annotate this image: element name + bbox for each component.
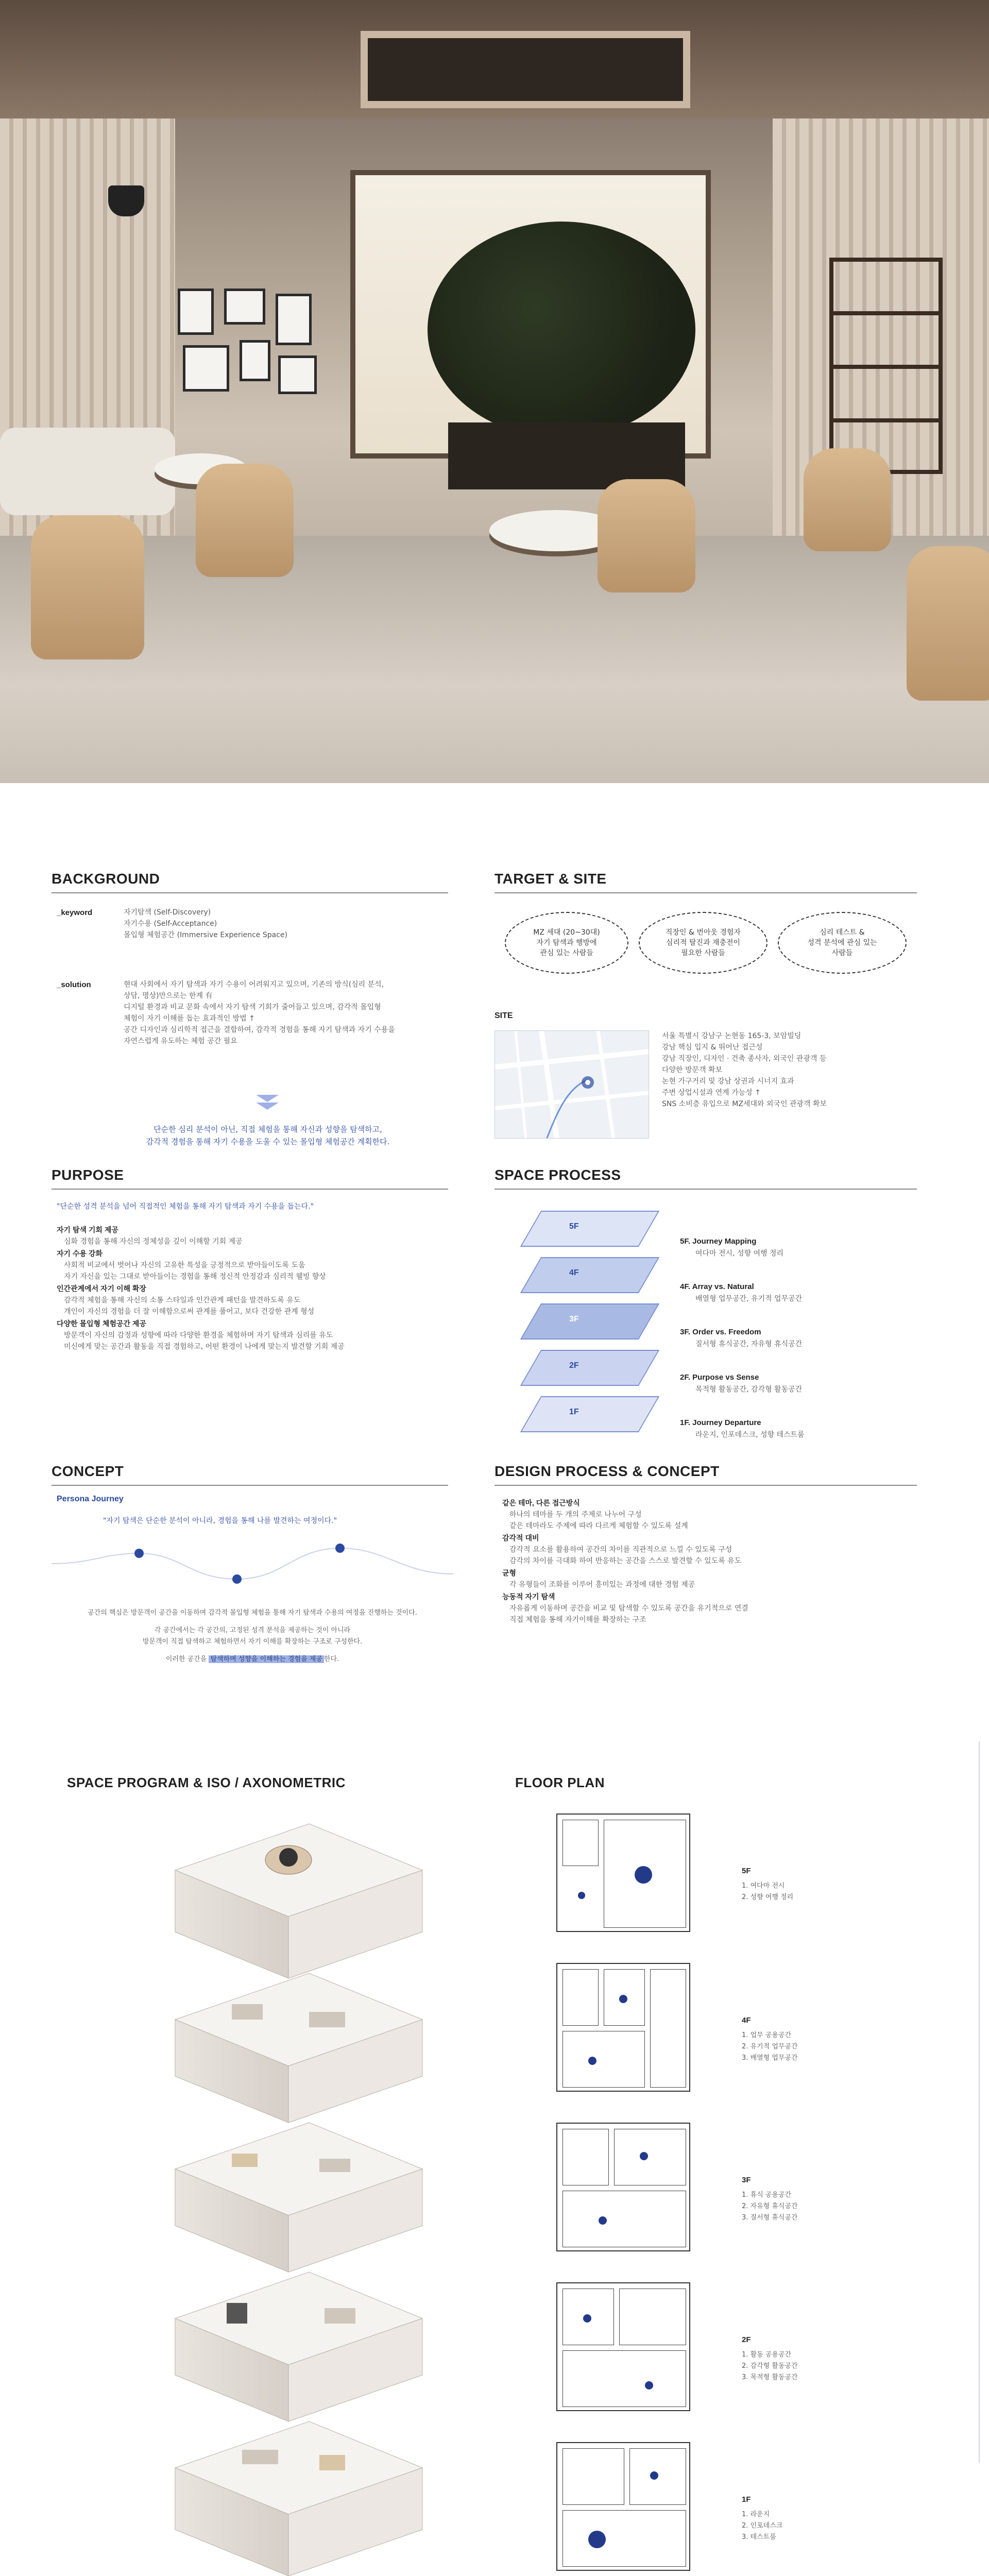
stack-floor-number: 4F xyxy=(569,1268,579,1277)
purpose-title: PURPOSE xyxy=(52,1167,124,1183)
target-ellipse: MZ 세대 (20~30대) 자기 탐색과 행방에 관심 있는 사람들 xyxy=(505,912,628,974)
solution-item: 체험이 자기 이해를 돕는 효과적인 방법 ↑ xyxy=(124,1014,255,1023)
axo-floor-4f xyxy=(175,1973,422,2123)
divider xyxy=(494,1485,917,1486)
shelf-unit xyxy=(829,258,943,474)
plan-room: 1. 휴식 공용공간 xyxy=(742,2191,792,2199)
keyword-item: 몰입형 체험공간 (Immersive Experience Space) xyxy=(124,931,287,939)
divider xyxy=(52,1485,448,1486)
design-head: 같은 테마, 다른 접근방식 xyxy=(502,1499,580,1507)
design-process-list xyxy=(502,1497,925,1625)
design-head: 균형 xyxy=(502,1569,517,1577)
site-point: 주변 상업시설과 연계 가능성 ↑ xyxy=(662,1089,761,1097)
solution-item: 현대 사회에서 자기 탐색과 자기 수용이 어려워지고 있으며, 기존의 방식(심리 분석, xyxy=(124,980,384,989)
target-site-title: TARGET & SITE xyxy=(494,871,607,887)
axo-floor-5f xyxy=(175,1824,422,1978)
chevron-down-icon xyxy=(256,1103,279,1110)
concept-wave-line xyxy=(52,1533,453,1595)
concept-line: 공간의 핵심은 방문객이 공간을 이동하며 감각적 몰입형 체험을 통해 자기 탐색과 수용의 여정을 진행하는 것이다. xyxy=(88,1609,417,1617)
target-ellipse: 직장인 & 번아웃 경험자 심리적 탈진과 재충전이 필요한 사람들 xyxy=(639,912,768,974)
axo-floor-2f xyxy=(175,2272,422,2421)
chair xyxy=(907,546,989,701)
indoor-tree xyxy=(428,222,695,438)
floor-plan-2f xyxy=(556,2282,690,2411)
plan-room: 2. 자유형 휴식공간 xyxy=(742,2202,798,2210)
plan-room: 2. 성향 여행 정리 xyxy=(742,1893,794,1901)
concept-final-text: 한다. xyxy=(323,1655,339,1663)
plan-room-list xyxy=(742,2349,798,2383)
chevron-down-icon xyxy=(256,1095,279,1102)
site-point: 강남 핵심 입지 & 뛰어난 접근성 xyxy=(662,1043,763,1052)
concept-quote: "자기 탐색은 단순한 분석이 아니라, 경험을 통해 나를 발견하는 여정이다." xyxy=(103,1517,337,1525)
plan-room: 3. 질서형 휴식공간 xyxy=(742,2214,798,2222)
axonometric-drawing xyxy=(155,1814,443,2576)
purpose-head: 자기 수용 강화 xyxy=(57,1249,103,1258)
keyword-list xyxy=(124,907,287,941)
space-program-title: SPACE PROGRAM & ISO / AXONOMETRIC xyxy=(67,1775,346,1790)
plan-room-list xyxy=(742,1880,793,1903)
purpose-lead: "단순한 성격 분석을 넘어 직접적인 체험을 통해 자기 탐색과 자기 수용을 돕는다." xyxy=(57,1202,314,1211)
process-desc: 질서형 휴식공간, 자유형 휴식공간 xyxy=(695,1340,803,1348)
solution-item: 자연스럽게 유도하는 체험 공간 필요 xyxy=(124,1037,237,1045)
plan-room: 2. 인포데스크 xyxy=(742,2522,783,2530)
design-bullet: 감각의 차이를 극대화 하여 반응하는 공간을 스스로 발견할 수 있도록 유도 xyxy=(509,1557,742,1565)
site-label: SITE xyxy=(494,1011,513,1020)
divider xyxy=(52,1189,448,1190)
purpose-bullet: 개인이 자신의 경험을 더 잘 이해함으로써 관계를 풀어고, 보다 건강한 관계 형성 xyxy=(64,1308,315,1316)
stack-floor-number: 2F xyxy=(569,1361,579,1370)
floor-plan-title: FLOOR PLAN xyxy=(515,1775,605,1790)
design-bullet: 같은 테마라도 주제에 따라 다르게 체험할 수 있도록 설계 xyxy=(509,1522,688,1530)
process-desc: 라운지, 인포데스크, 성향 테스트룸 xyxy=(695,1431,805,1439)
design-bullet: 하나의 테마를 두 개의 주제로 나누어 구성 xyxy=(509,1511,642,1519)
chair xyxy=(598,479,695,592)
purpose-bullet: 방문객이 자신의 감정과 성향에 따라 다양한 환경을 체험하며 자기 탐색과 심리를 유도 xyxy=(64,1331,333,1340)
plan-room: 3. 배열형 업무공간 xyxy=(742,2054,798,2062)
chair xyxy=(196,464,294,577)
solution-list xyxy=(124,979,453,1047)
plan-floor-label: 5F xyxy=(742,1867,751,1875)
plan-room-list xyxy=(742,2190,798,2224)
site-point: 강남 직장인, 디자인 · 건축 종사자, 외국인 관광객 등 xyxy=(662,1055,827,1063)
site-map-graphic xyxy=(495,1031,649,1139)
design-process-title: DESIGN PROCESS & CONCEPT xyxy=(494,1463,720,1479)
process-name: 1F. Journey Departure xyxy=(680,1418,761,1427)
plan-room: 3. 목적형 활동공간 xyxy=(742,2374,798,2381)
plan-floor-label: 3F xyxy=(742,2176,751,2184)
process-desc: 목적형 활동공간, 감각형 활동공간 xyxy=(695,1385,803,1394)
plan-room: 1. 활동 공용공간 xyxy=(742,2351,792,2359)
divider xyxy=(494,1189,917,1190)
process-desc: 배열형 업무공간, 유기적 업무공간 xyxy=(695,1295,803,1303)
purpose-bullet: 자기 자신을 있는 그대로 받아들이는 경험을 통해 정신적 안정감과 심리적 웰빙 향상 xyxy=(64,1273,326,1281)
stack-layer xyxy=(520,1303,659,1340)
site-point: 다양한 방문객 확보 xyxy=(662,1066,723,1074)
wall-art xyxy=(178,289,322,443)
plan-floor-label: 1F xyxy=(742,2495,751,2504)
design-bullet: 직접 체험을 통해 자기이해를 확장하는 구조 xyxy=(509,1616,646,1624)
concept-paragraph xyxy=(52,1607,453,1665)
concept-line: 각 공간에서는 각 공간의, 고정된 성격 분석을 제공하는 것이 아니라 xyxy=(154,1626,351,1634)
purpose-list xyxy=(57,1224,448,1352)
keyword-label: _keyword xyxy=(57,908,93,917)
floor-plan-4f xyxy=(556,1963,690,2092)
design-head: 감각적 대비 xyxy=(502,1534,539,1542)
conclusion-line: 단순한 심리 분석이 아닌, 직접 체험을 통해 자신과 성향을 탐색하고, xyxy=(154,1125,382,1134)
site-map xyxy=(494,1030,649,1139)
stack-floor-number: 3F xyxy=(569,1315,579,1324)
persona-journey-label: Persona Journey xyxy=(57,1495,124,1503)
plan-room: 1. 업무 공용공간 xyxy=(742,2031,792,2039)
floor-process-list xyxy=(680,1235,922,1440)
concept-final-text: 이러한 공간을 xyxy=(165,1655,209,1663)
chair xyxy=(31,515,144,659)
process-desc: 여다마 전시, 성향 여행 정리 xyxy=(695,1249,784,1258)
plan-floor-label: 4F xyxy=(742,2016,751,2025)
purpose-head: 다양한 몰입형 체험공간 제공 xyxy=(57,1319,146,1328)
purpose-bullet: 감각적 체험을 통해 자신의 소통 스타일과 인간관계 패턴을 발견하도록 유도 xyxy=(64,1296,301,1304)
axo-floor-1f xyxy=(175,2421,422,2576)
vertical-divider xyxy=(979,1741,980,2463)
site-info xyxy=(662,1030,930,1110)
concept-highlight: 탐색하며 성향을 이해하는 경험을 제공 xyxy=(209,1655,323,1663)
design-bullet: 각 유형들이 조화를 이루어 흥미있는 과정에 대한 경험 제공 xyxy=(509,1581,695,1589)
site-address: 서울 특별시 강남구 논현동 165-3, 보암빌딩 xyxy=(662,1032,802,1040)
pendant-lamp xyxy=(108,185,144,216)
purpose-bullet: 심화 경험을 통해 자신의 정체성을 깊이 이해할 기회 제공 xyxy=(64,1238,243,1246)
plan-room: 1. 라운지 xyxy=(742,2511,770,2518)
conclusion-line: 감각적 경험을 통해 자기 수용을 도울 수 있는 몰입형 체험공간 계획한다. xyxy=(146,1137,390,1146)
background-title: BACKGROUND xyxy=(52,871,160,887)
process-name: 5F. Journey Mapping xyxy=(680,1237,757,1246)
purpose-head: 인간관계에서 자기 이해 확장 xyxy=(57,1284,146,1293)
purpose-head: 자기 탐색 기회 제공 xyxy=(57,1226,118,1234)
divider xyxy=(494,892,917,893)
axo-floor-3f xyxy=(175,2123,422,2272)
solution-label: _solution xyxy=(57,980,91,989)
plan-room: 2. 유기적 업무공간 xyxy=(742,2043,798,2050)
design-head: 능동적 자기 탐색 xyxy=(502,1592,555,1601)
site-point: 논현 가구거리 및 강남 상권과 시너지 효과 xyxy=(662,1077,794,1086)
plan-room: 1. 여다마 전시 xyxy=(742,1882,785,1890)
divider xyxy=(52,892,448,893)
stack-floor-number: 5F xyxy=(569,1222,579,1231)
design-bullet: 감각적 요소를 활용하여 공간의 차이를 직관적으로 느낄 수 있도록 구성 xyxy=(509,1546,732,1554)
solution-item: 공간 디자인과 심리학적 접근을 결합하여, 감각적 경험을 통해 자기 탐색과 자기 수용을 xyxy=(124,1026,395,1034)
space-process-title: SPACE PROCESS xyxy=(494,1167,621,1183)
stack-layer xyxy=(520,1211,659,1247)
purpose-bullet: 미신에게 맞는 공간과 활동을 직접 경험하고, 어떤 환경이 나에게 맞는지 발견할 기회 제공 xyxy=(64,1343,345,1351)
plan-room-list xyxy=(742,2509,782,2543)
process-name: 3F. Order vs. Freedom xyxy=(680,1328,761,1336)
stack-floor-number: 1F xyxy=(569,1408,579,1416)
background-conclusion xyxy=(77,1123,458,1148)
plan-room-list xyxy=(742,2030,798,2064)
plan-floor-label: 2F xyxy=(742,2335,751,2344)
process-name: 4F. Array vs. Natural xyxy=(680,1282,754,1291)
solution-item: 디지털 환경과 비교 문화 속에서 자기 탐색 기회가 줄어들고 있으며, 감각적 몰입형 xyxy=(124,1003,381,1011)
stack-layer xyxy=(520,1257,659,1293)
concept-final-line xyxy=(52,1654,453,1665)
solution-item: 상담, 명상)만으로는 한계 有 xyxy=(124,992,213,1000)
design-bullet: 자유롭게 이동하며 공간을 비교 및 탐색할 수 있도록 공간을 유기적으로 연결 xyxy=(509,1604,748,1613)
concept-title: CONCEPT xyxy=(52,1463,124,1479)
floor-plan-3f xyxy=(556,2123,690,2251)
floor-plan-1f xyxy=(556,2442,690,2571)
site-point: SNS 소비층 유입으로 MZ세대와 외국인 관광객 확보 xyxy=(662,1100,827,1108)
plan-room: 2. 감각형 활동공간 xyxy=(742,2362,798,2370)
floor xyxy=(0,536,989,783)
sofa xyxy=(0,428,175,515)
keyword-item: 자기수용 (Self-Acceptance) xyxy=(124,920,217,928)
target-ellipse: 심리 테스트 & 성격 분석에 관심 있는 사람들 xyxy=(778,912,907,974)
keyword-item: 자기탐색 (Self-Discovery) xyxy=(124,908,211,917)
ceiling-coffer xyxy=(361,31,690,108)
plan-room: 3. 테스트룸 xyxy=(742,2533,776,2541)
purpose-bullet: 사회적 비교에서 벗어나 자신의 고유한 특성을 긍정적으로 받아들이도록 도움 xyxy=(64,1261,305,1269)
concept-line: 방문객이 직접 탐색하고 체험하면서 자기 이해를 확장하는 구조로 구성한다. xyxy=(142,1638,363,1646)
chair xyxy=(804,448,891,551)
stack-layer xyxy=(520,1350,659,1386)
process-name: 2F. Purpose vs Sense xyxy=(680,1373,759,1382)
stack-layer xyxy=(520,1396,659,1432)
floor-plan-5f xyxy=(556,1814,690,1932)
hero-render-image xyxy=(0,0,989,783)
